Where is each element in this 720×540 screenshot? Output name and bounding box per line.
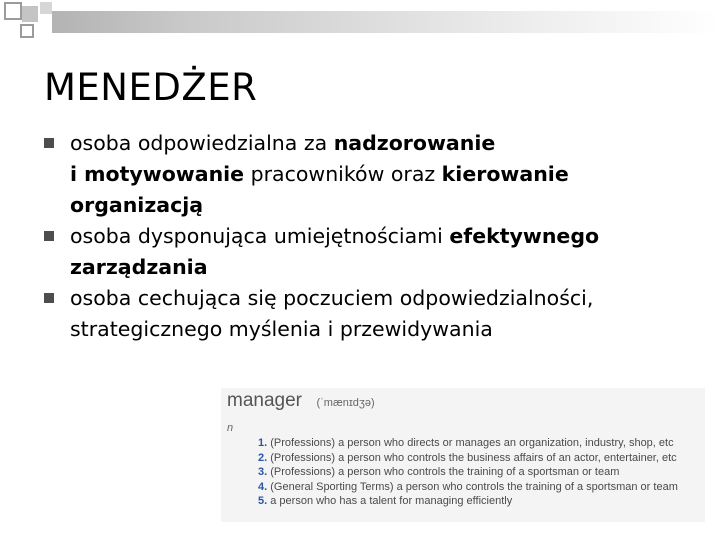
title-decoration [0, 0, 720, 48]
dictionary-headword: manager [227, 390, 302, 411]
bullet-text [70, 286, 593, 341]
definition-number: 3. [258, 466, 268, 478]
text-run: osoba odpowiedzialna za [70, 131, 334, 155]
definition-item [258, 480, 678, 495]
definition-text: a person who has a talent for managing efficiently [270, 495, 513, 507]
definition-text: (General Sporting Terms) a person who controls the training of a sportsman or team [270, 480, 678, 493]
definition-number: 1. [258, 437, 268, 449]
dictionary-pronunciation: (ˈmænɪdʒə) [316, 397, 375, 409]
definition-text: (Professions) a person who controls the training of a sportsman or team [270, 466, 620, 478]
bold-term: i motywowanie [70, 162, 245, 186]
deco-square-outline [4, 2, 22, 20]
bullet-text [70, 131, 569, 217]
definition-text: (Professions) a person who controls the business affairs of an actor, entertainer, etc [270, 451, 677, 464]
definition-item [258, 494, 678, 509]
dictionary-header [227, 390, 375, 412]
text-run: pracowników oraz [244, 162, 442, 186]
bold-term: zarządzania [70, 255, 208, 279]
bold-term: efektywnego [449, 224, 600, 248]
definition-text: (Professions) a person who directs or manages an organization, industry, shop, etc [270, 437, 674, 449]
deco-square-filled [40, 2, 52, 14]
bullet-text [70, 224, 599, 279]
deco-square-filled [22, 6, 38, 22]
definition-list [258, 436, 678, 509]
bullet-item [44, 128, 684, 221]
definition-number: 4. [258, 480, 268, 493]
dictionary-part-of-speech: n [227, 422, 234, 434]
text-run: osoba dysponująca umiejętnościami [70, 224, 450, 248]
definition-item [258, 436, 678, 451]
square-bullet-icon [44, 231, 54, 241]
text-run: strategicznego myślenia i przewidywania [70, 317, 493, 341]
bullet-item [44, 221, 684, 283]
bullet-item [44, 283, 684, 345]
deco-square-outline [20, 24, 34, 38]
definition-number: 2. [258, 451, 268, 464]
bold-term: nadzorowanie [333, 131, 496, 155]
bold-term: organizacją [70, 193, 204, 217]
definition-item [258, 451, 678, 466]
definition-item [258, 465, 678, 480]
slide-title: MENEDŻER [44, 66, 258, 109]
bold-term: kierowanie [441, 162, 569, 186]
definition-number: 5. [258, 495, 268, 507]
text-run: osoba cechująca się poczuciem odpowiedzialności, [70, 286, 594, 310]
dictionary-screenshot [221, 388, 705, 522]
square-bullet-icon [44, 138, 54, 148]
square-bullet-icon [44, 293, 54, 303]
bullet-list [44, 128, 684, 345]
deco-gradient-bar [52, 11, 720, 33]
